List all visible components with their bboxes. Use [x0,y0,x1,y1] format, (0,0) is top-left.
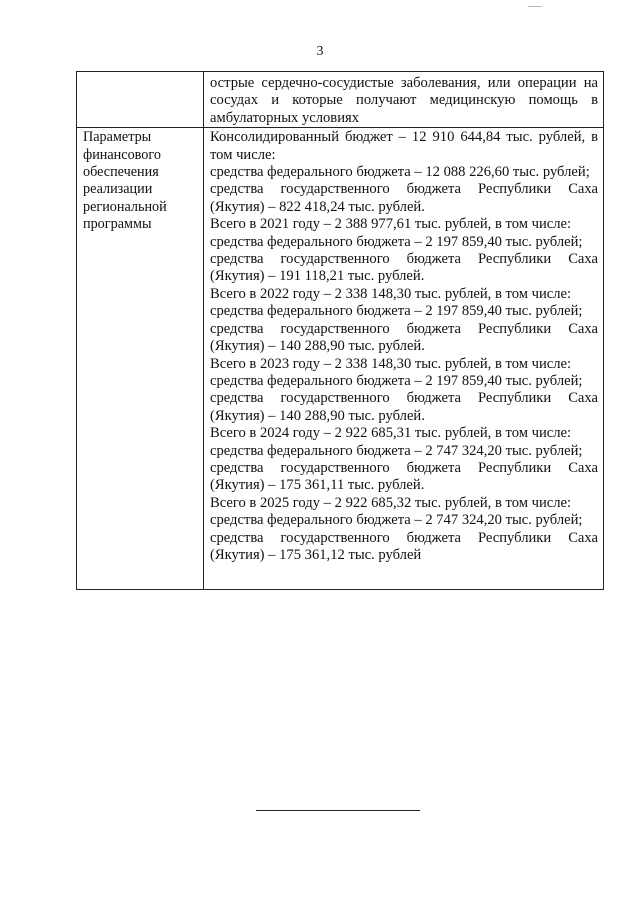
program-passport-table [76,71,604,590]
financing-label-line: реализации [83,181,153,198]
year-2025-federal-text: средства федерального бюджета – 2 747 324,20 тыс. рублей; [210,512,583,529]
year-2024-federal-text: средства федерального бюджета – 2 747 324,20 тыс. рублей; [210,442,583,459]
financing-label-line: Параметры [83,129,152,146]
year-2023-federal-text: средства федерального бюджета – 2 197 859,40 тыс. рублей; [210,372,583,389]
year-2022-regional-text: средства государственного бюджета Республики Саха (Якутия) – 140 288,90 тыс. рублей. [210,320,598,355]
continuation-content-cell [204,72,604,128]
financing-label-line: региональной [83,198,167,215]
financing-content-cell [204,128,604,590]
year-2022-total-text: Всего в 2022 году – 2 338 148,30 тыс. рублей, в том числе: [210,285,572,302]
financing-label-line: обеспечения [83,164,159,181]
page-number: 3 [316,44,324,59]
scan-corner-mark [528,6,542,7]
year-2023-regional-text: средства государственного бюджета Республики Саха (Якутия) – 140 288,90 тыс. рублей. [210,390,598,424]
year-2022-federal-text: средства федерального бюджета – 2 197 859,40 тыс. рублей; [210,303,583,320]
table-row-financing [77,128,604,590]
continuation-text: острые сердечно-сосудистые заболевания, или операции на сосудах и которые получают медицинскую помощь в амбулаторных условиях [210,75,598,126]
year-2021-regional-text: средства государственного бюджета Республики Саха (Якутия) – 191 118,21 тыс. рублей. [210,251,598,285]
end-of-document-rule [256,810,420,811]
continuation-label-cell [77,72,204,128]
year-2023-total-text: Всего в 2023 году – 2 338 148,30 тыс. рублей, в том числе: [210,355,572,372]
year-2024-regional-text: средства государственного бюджета Республики Саха (Якутия) – 175 361,11 тыс. рублей. [210,459,598,494]
year-2024-total-text: Всего в 2024 году – 2 922 685,31 тыс. рублей, в том числе: [210,425,572,442]
regional-budget-total-text: средства государственного бюджета Республики Саха (Якутия) – 822 418,24 тыс. рублей. [210,181,598,215]
financing-label-cell [77,128,204,590]
year-2021-total-text: Всего в 2021 году – 2 388 977,61 тыс. рублей, в том числе: [210,216,572,233]
year-2025-regional-text: средства государственного бюджета Республики Саха (Якутия) – 175 361,12 тыс. рублей [210,529,598,563]
year-2021-federal-text: средства федерального бюджета – 2 197 859,40 тыс. рублей; [210,233,583,250]
financing-label-line: финансового [83,146,161,163]
year-2025-total-text: Всего в 2025 году – 2 922 685,32 тыс. рублей, в том числе: [210,494,572,511]
consolidated-budget-text: Консолидированный бюджет – 12 910 644,84 тыс. рублей, в том числе: [210,129,598,163]
financing-label-line: программы [83,216,152,233]
federal-budget-total-text: средства федерального бюджета – 12 088 226,60 тыс. рублей; [210,164,590,181]
table-row-continuation [77,72,604,128]
